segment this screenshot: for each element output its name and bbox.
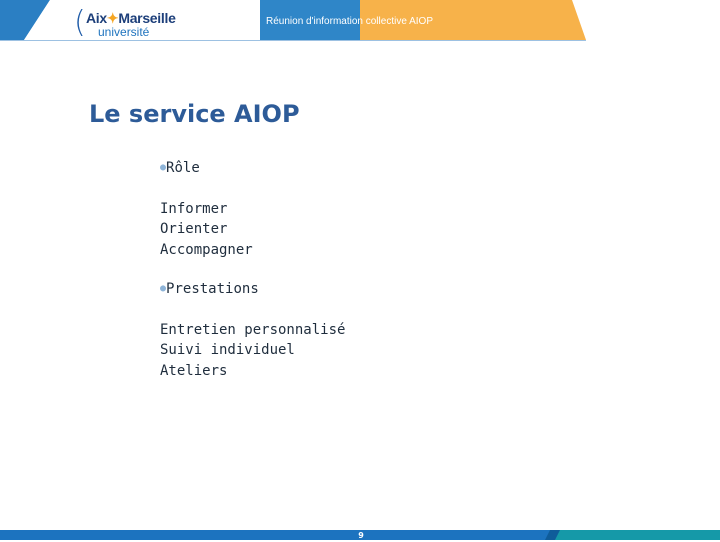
logo-marseille-text: Marseille xyxy=(118,10,176,26)
section-heading-label: Prestations xyxy=(166,281,259,297)
slide-title: Le service AIOP xyxy=(89,100,300,128)
list-item: Informer xyxy=(160,201,228,217)
logo-aix-text: Aix xyxy=(86,10,107,26)
logo-universite-text: université xyxy=(98,25,150,39)
section-heading-label: Rôle xyxy=(166,160,200,176)
list-item: Entretien personnalisé xyxy=(160,322,346,338)
prestations-list xyxy=(160,320,345,381)
bullet-icon: ● xyxy=(160,162,167,173)
section-heading-prestations xyxy=(160,281,259,297)
logo-star-icon: ✦ xyxy=(106,10,119,26)
footer-segment-teal xyxy=(550,530,720,540)
list-item: Orienter xyxy=(160,221,228,238)
list-item: Suivi individuel xyxy=(160,342,295,359)
footer-segment-blue xyxy=(0,530,550,540)
section-heading-role xyxy=(160,160,200,176)
bullet-icon: ● xyxy=(160,283,167,294)
list-item: Accompagner xyxy=(160,241,253,258)
page-number: 9 xyxy=(358,531,364,540)
role-list xyxy=(160,199,253,260)
list-item: Ateliers xyxy=(160,362,228,379)
header-title: Réunion d'information collective AIOP xyxy=(266,16,433,27)
aix-marseille-logo: ( Aix✦Marseille université xyxy=(74,5,176,40)
